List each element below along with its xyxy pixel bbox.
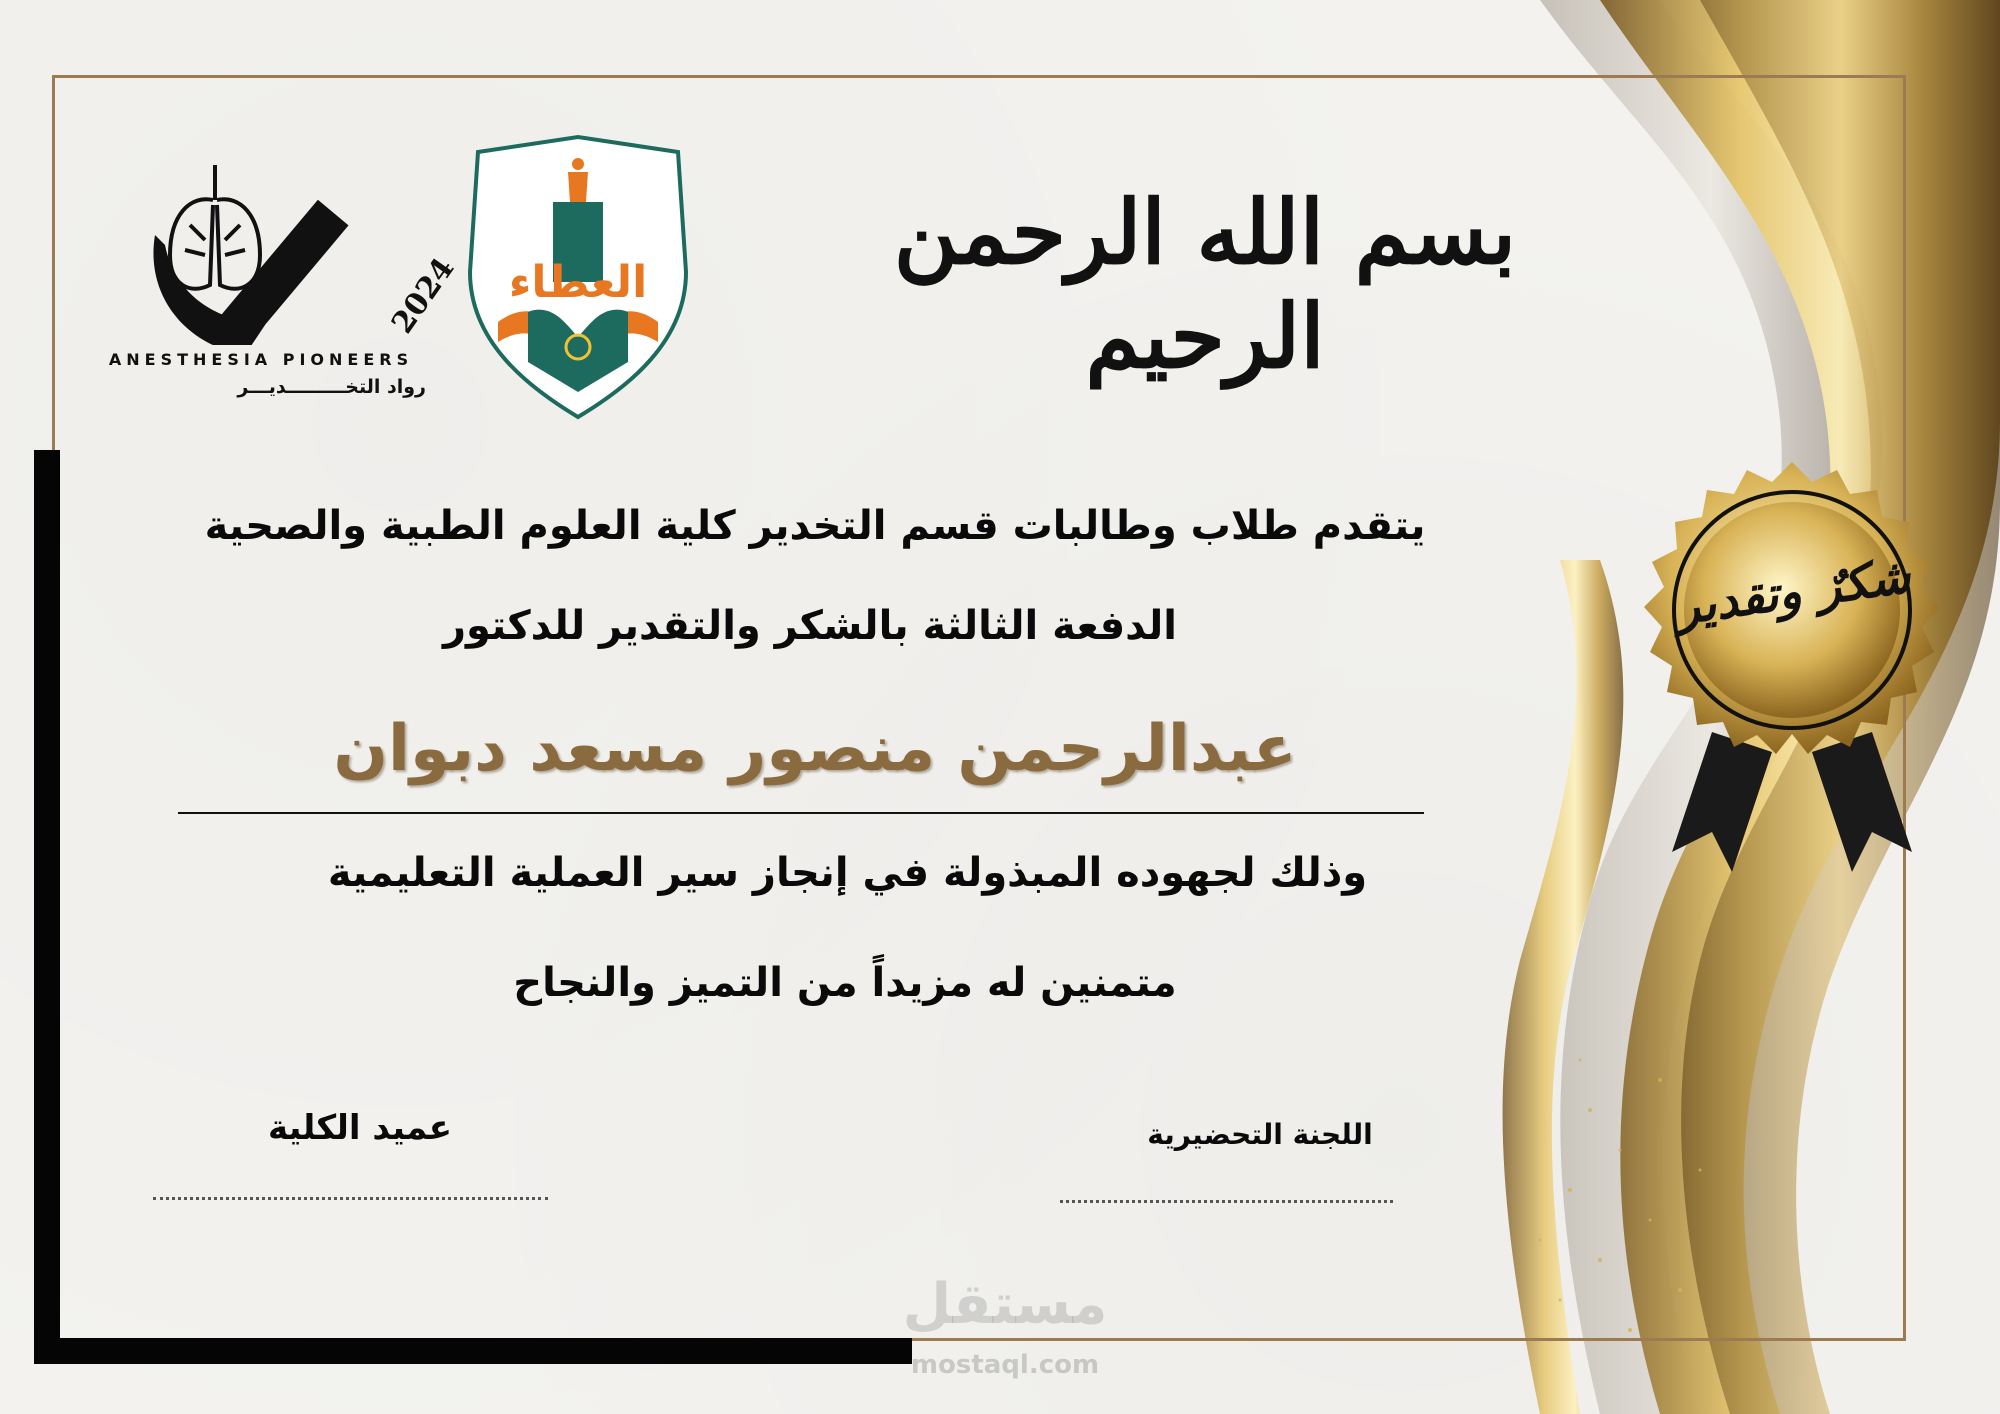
- pioneers-year: 2024: [385, 251, 462, 341]
- laryngoscope-lungs-icon: [95, 145, 435, 345]
- dean-signature-label: عميد الكلية: [268, 1108, 452, 1148]
- committee-signature-line: [1060, 1200, 1393, 1203]
- watermark-url: mostaql.com: [910, 1350, 1100, 1380]
- basmala-text: بسم الله الرحمن الرحيم: [893, 180, 1517, 388]
- black-corner-bracket-left: [34, 450, 60, 1364]
- seal-text: شكرٌ وتقدير: [1672, 547, 1914, 637]
- intro-line-2: الدفعة الثالثة بالشكر والتقدير للدكتور: [442, 603, 1178, 649]
- wishes-line: متمنين له مزيداً من التميز والنجاح: [513, 960, 1177, 1006]
- recipient-name: عبدالرحمن منصور مسعد دبوان: [333, 712, 1297, 786]
- intro-line-1: يتقدم طلاب وطالبات قسم التخدير كلية العلوم الطبية والصحية: [204, 503, 1426, 549]
- black-corner-bracket-bottom: [34, 1338, 912, 1364]
- watermark-brand: مستقل: [902, 1272, 1108, 1337]
- name-underline: [178, 812, 1424, 814]
- anesthesia-pioneers-logo: [95, 145, 462, 415]
- basmala-calligraphy: [830, 150, 1580, 388]
- seal-rosette-icon: [1612, 452, 1972, 912]
- pioneers-name-en: ANESTHESIA PIONEERS: [108, 350, 414, 369]
- gold-seal-badge: [1612, 452, 1972, 912]
- dean-signature-line: [153, 1197, 548, 1200]
- pioneers-name-ar: رواد التخـــــــــديـــر: [237, 376, 426, 398]
- college-shield-logo: [458, 132, 698, 422]
- college-logo-text: العطاء: [508, 257, 648, 308]
- committee-signature-label: اللجنة التحضيرية: [1147, 1118, 1373, 1151]
- reason-line: وذلك لجهوده المبذولة في إنجاز سير العملية التعليمية: [327, 850, 1368, 896]
